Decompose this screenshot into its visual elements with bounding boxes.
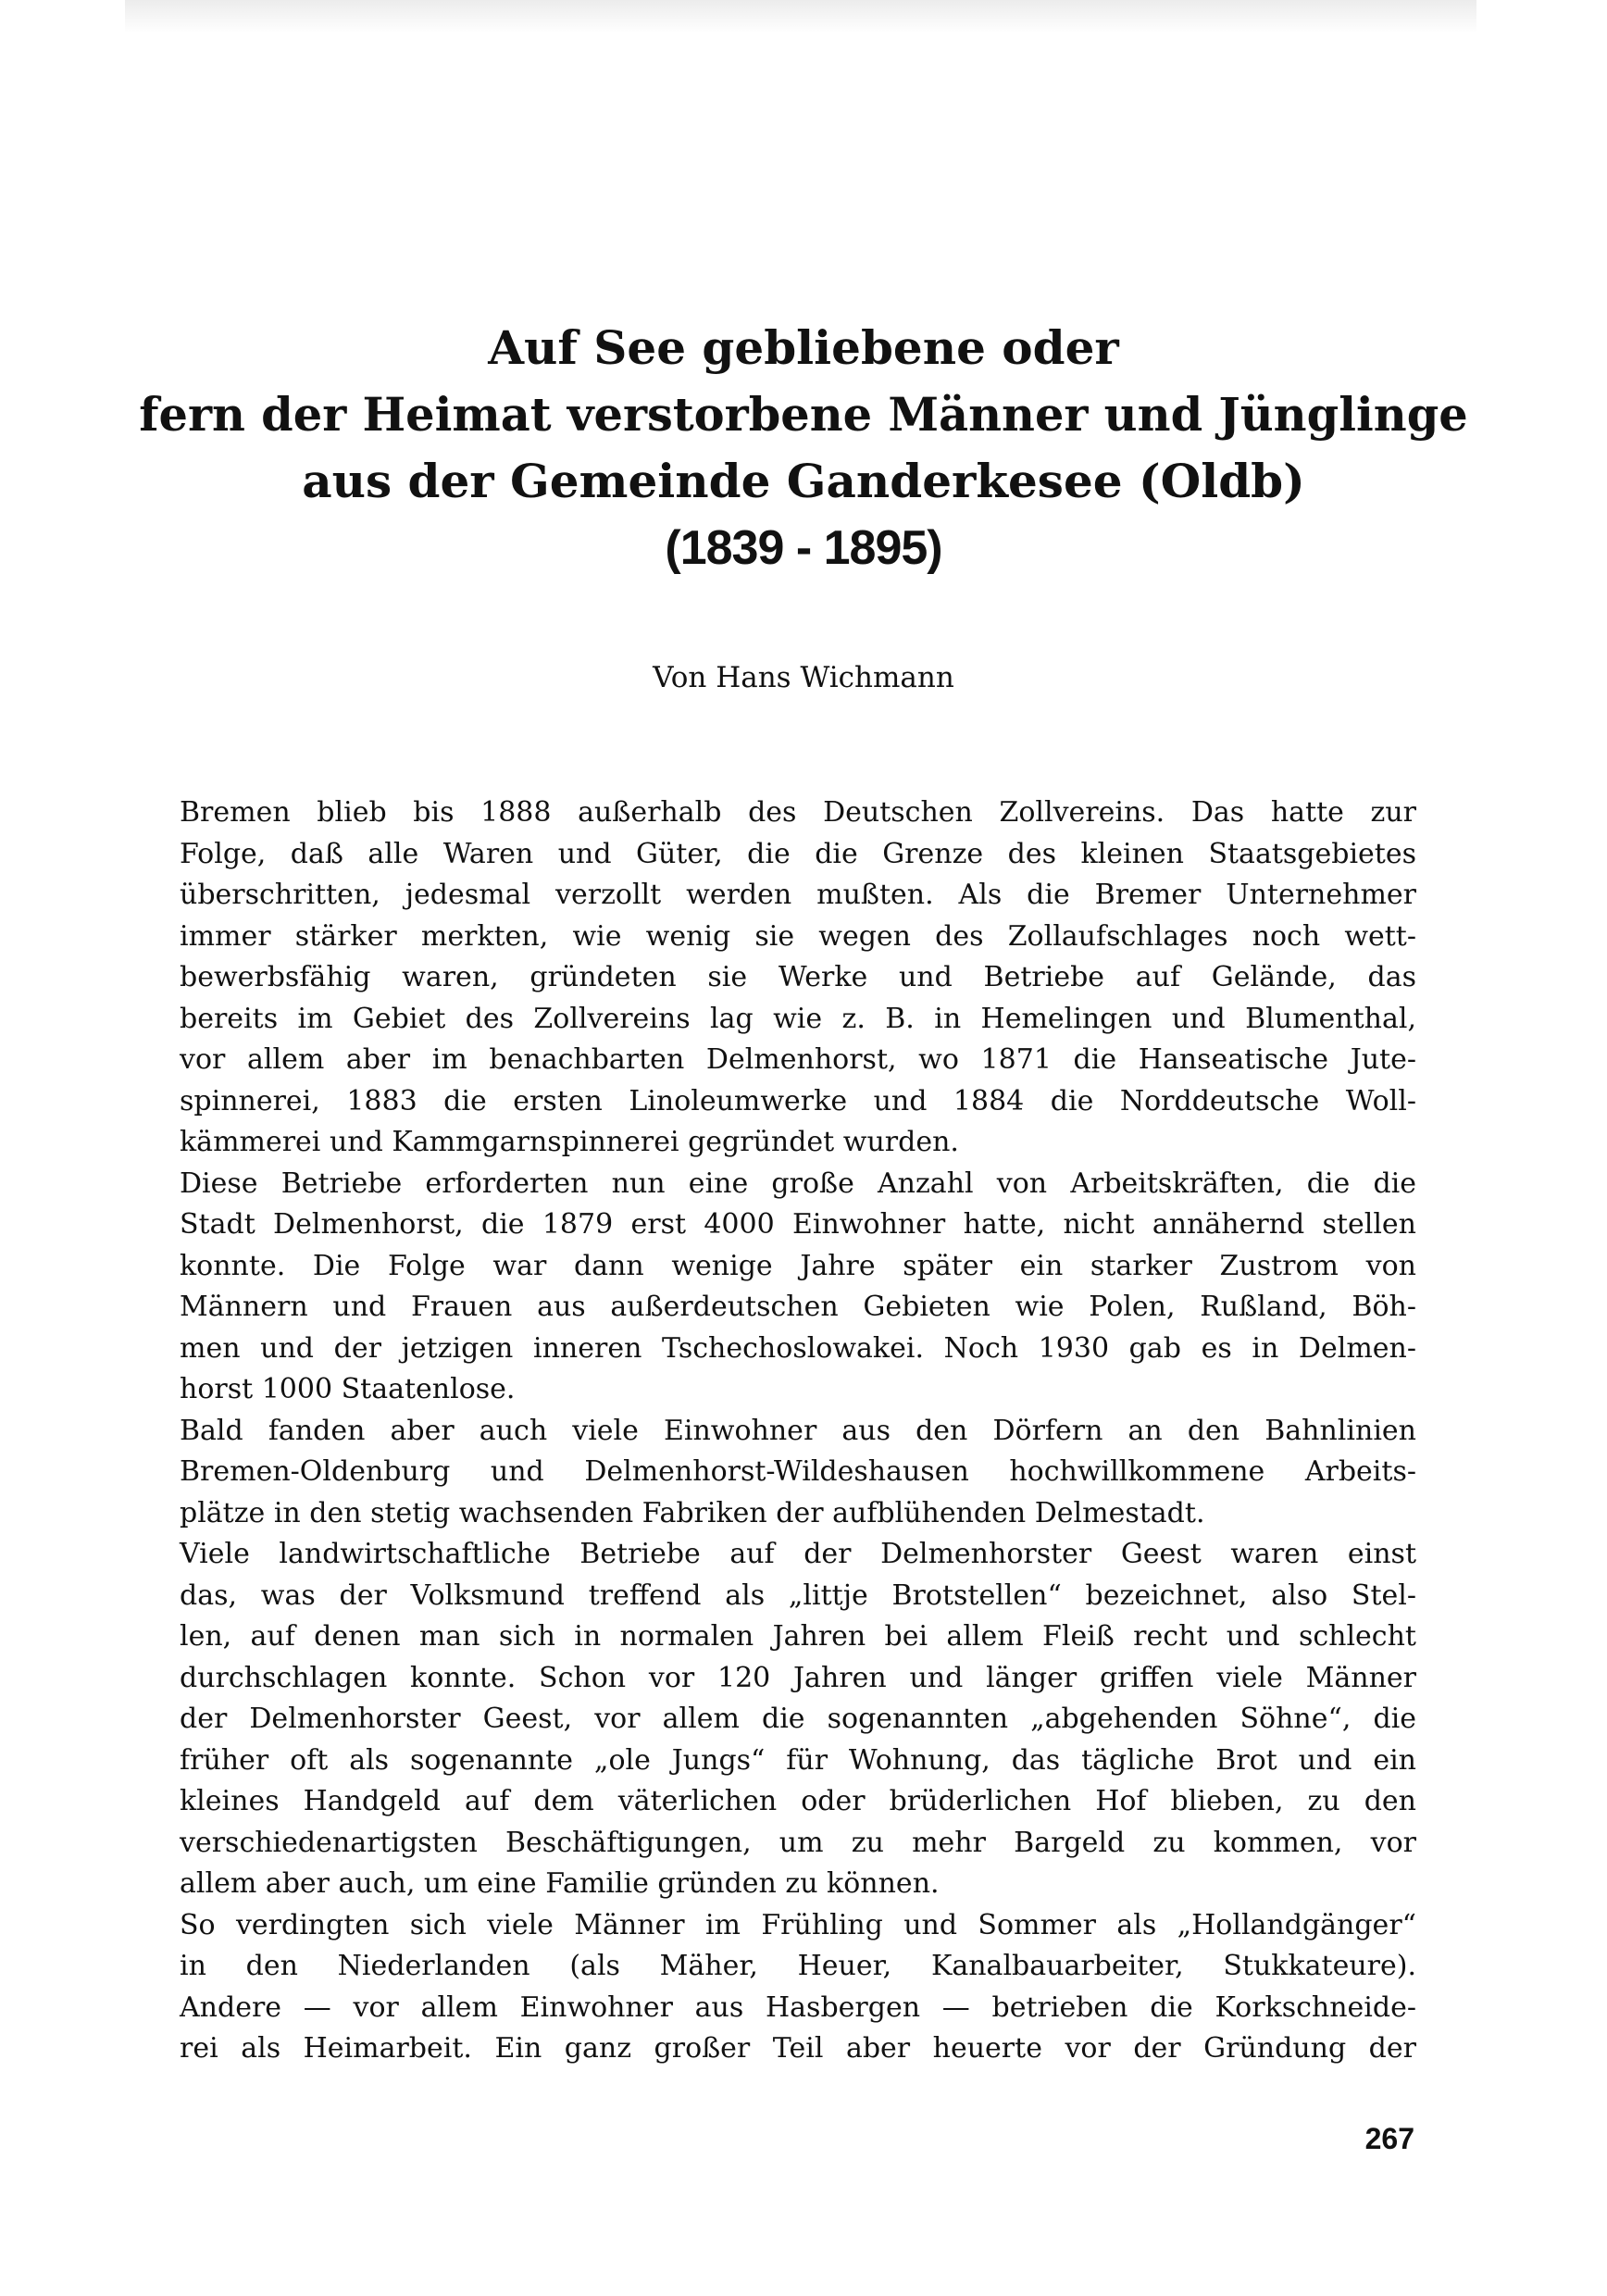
text-line: Stadt Delmenhorst, die 1879 erst 4000 Einwohner hatte, nicht annähernd stellen bbox=[180, 1208, 1416, 1241]
text-line: konnte. Die Folge war dann wenige Jahre später ein starker Zustrom von bbox=[180, 1249, 1416, 1282]
paragraph bbox=[180, 1411, 1416, 1535]
text-line: Viele landwirtschaftliche Betriebe auf der Delmenhorster Geest waren einst bbox=[180, 1538, 1416, 1570]
paragraph bbox=[180, 1164, 1416, 1411]
text-line: allem aber auch, um eine Familie gründen zu können. bbox=[180, 1867, 940, 1900]
text-line: überschritten, jedesmal verzollt werden mußten. Als die Bremer Unternehmer bbox=[180, 879, 1416, 911]
text-line: men und der jetzigen inneren Tschechoslowakei. Noch 1930 gab es in Delmen- bbox=[180, 1331, 1416, 1365]
title-line-2: fern der Heimat verstorbene Männer und Jünglinge bbox=[139, 388, 1468, 442]
text-line: kleines Handgeld auf dem väterlichen oder brüderlichen Hof blieben, zu den bbox=[180, 1785, 1416, 1817]
text-line: rei als Heimarbeit. Ein ganz großer Teil aber heuerte vor der Gründung der bbox=[180, 2032, 1416, 2065]
text-line: Diese Betriebe erforderten nun eine große Anzahl von Arbeitskräften, die die bbox=[180, 1167, 1416, 1200]
text-line: Bald fanden aber auch viele Einwohner aus den Dörfern an den Bahnlinien bbox=[180, 1414, 1416, 1447]
text-line: in den Niederlanden (als Mäher, Heuer, Kanalbauarbeiter, Stukkateure). bbox=[180, 1950, 1416, 1982]
paragraph bbox=[180, 792, 1416, 1164]
text-line: immer stärker merkten, wie wenig sie wegen des Zollaufschlages noch wett- bbox=[180, 919, 1416, 953]
text-line: Andere — vor allem Einwohner aus Hasbergen — betrieben die Korkschneide- bbox=[180, 1990, 1416, 2024]
page-number: 267 bbox=[1364, 2122, 1414, 2155]
text-line: verschiedenartigsten Beschäftigungen, um zu mehr Bargeld zu kommen, vor bbox=[180, 1826, 1416, 1859]
text-line: spinnerei, 1883 die ersten Linoleumwerke und 1884 die Norddeutsche Woll- bbox=[180, 1084, 1416, 1117]
text-line: horst 1000 Staatenlose. bbox=[180, 1373, 516, 1405]
text-line: bewerbsfähig waren, gründeten sie Werke und Betriebe auf Gelände, das bbox=[180, 961, 1416, 993]
text-line: durchschlagen konnte. Schon vor 120 Jahren und länger griffen viele Männer bbox=[180, 1661, 1416, 1694]
text-line: So verdingten sich viele Männer im Frühling und Sommer als „Hollandgänger“ bbox=[180, 1908, 1416, 1941]
text-line: früher oft als sogenannte „ole Jungs“ für Wohnung, das tägliche Brot und ein bbox=[180, 1743, 1416, 1777]
text-line: der Delmenhorster Geest, vor allem die sogenannten „abgehenden Söhne“, die bbox=[180, 1703, 1416, 1735]
text-line: kämmerei und Kammgarnspinnerei gegründet wurden. bbox=[180, 1126, 959, 1158]
text-line: plätze in den stetig wachsenden Fabriken der aufblühenden Delmestadt. bbox=[180, 1496, 1205, 1529]
text-line: bereits im Gebiet des Zollvereins lag wie z. B. in Hemelingen und Blumenthal, bbox=[180, 1002, 1416, 1035]
text-line: Männern und Frauen aus außerdeutschen Gebieten wie Polen, Rußland, Böh- bbox=[180, 1291, 1416, 1323]
text-line: das, was der Volksmund treffend als „littje Brotstellen“ bezeichnet, also Stel- bbox=[180, 1578, 1416, 1612]
text-line: Bremen-Oldenburg und Delmenhorst-Wildeshausen hochwillkommene Arbeits- bbox=[180, 1455, 1416, 1488]
text-line: len, auf denen man sich in normalen Jahren bei allem Fleiß recht und schlecht bbox=[180, 1620, 1416, 1653]
text-line: vor allem aber im benachbarten Delmenhorst, wo 1871 die Hanseatische Jute- bbox=[180, 1043, 1416, 1076]
title-line-3: aus der Gemeinde Ganderkesee (Oldb) bbox=[302, 454, 1305, 508]
article-title bbox=[139, 315, 1468, 581]
article-body bbox=[180, 792, 1416, 2070]
text-line: Bremen blieb bis 1888 außerhalb des Deutschen Zollvereins. Das hatte zur bbox=[180, 796, 1416, 829]
title-years: (1839 - 1895) bbox=[665, 521, 942, 575]
paragraph bbox=[180, 1534, 1416, 1905]
text-line: Folge, daß alle Waren und Güter, die die Grenze des kleinen Staatsgebietes bbox=[180, 837, 1416, 870]
title-line-1: Auf See gebliebene oder bbox=[488, 320, 1119, 375]
author-byline: Von Hans Wichmann bbox=[653, 661, 954, 694]
paragraph bbox=[180, 1905, 1416, 2070]
